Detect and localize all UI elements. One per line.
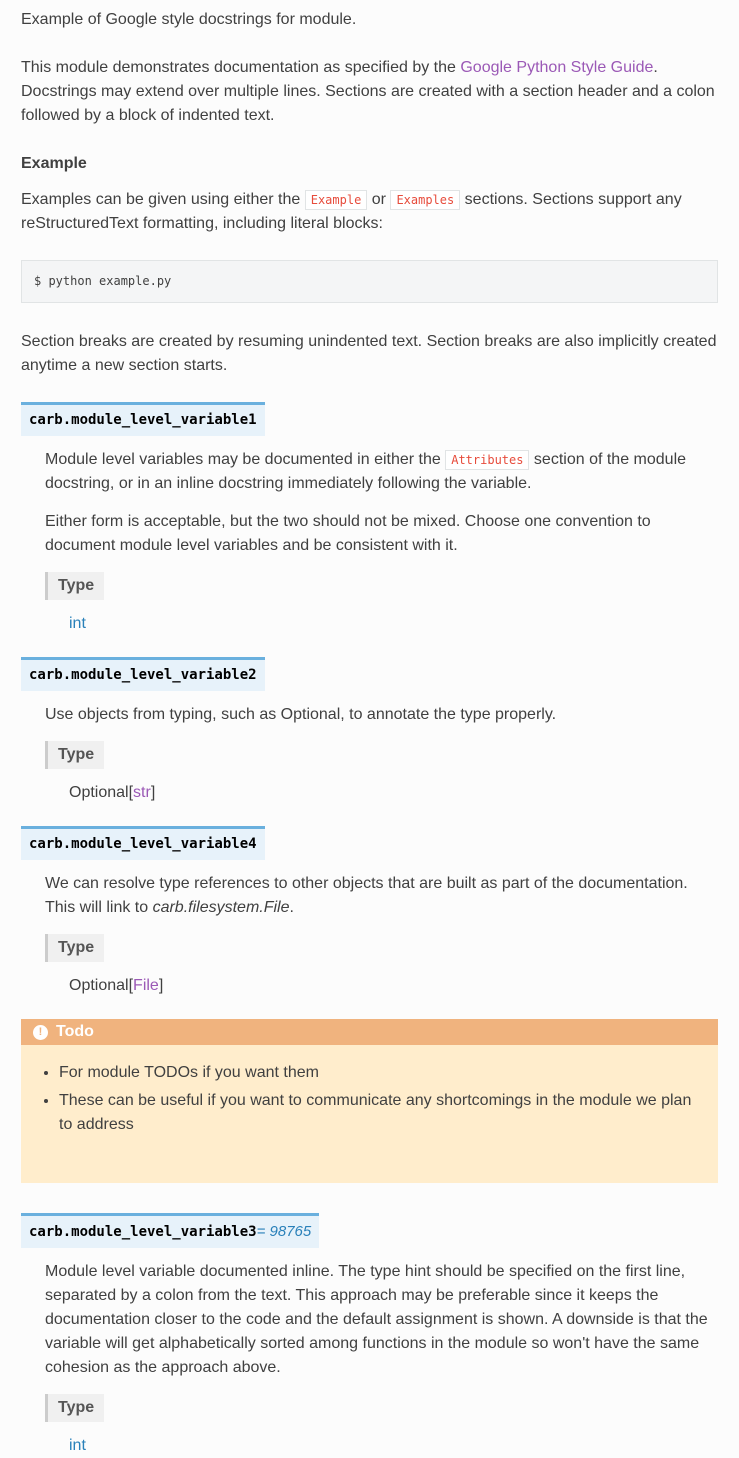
google-style-guide-link[interactable]: Google Python Style Guide <box>460 59 654 76</box>
variable4-type-post: ] <box>158 977 164 994</box>
variable3-type-field <box>45 1394 718 1458</box>
variable2-str-link[interactable]: str <box>133 784 151 801</box>
variable4-type-pre: Optional[ <box>69 977 134 994</box>
variable1-paragraph1 <box>45 448 718 496</box>
module-desc-text-post: . Docstrings may extend over multiple lines. Sections are created with a section header and a colon followed by a block of indented text. <box>21 59 715 124</box>
variable2-type-field <box>45 741 718 805</box>
examples-text-pre: Examples can be given using either the <box>21 191 305 208</box>
inline-code-attributes: Attributes <box>445 450 529 470</box>
variable1-p1-post: section of the module docstring, or in an inline docstring immediately following the variable. <box>45 451 687 492</box>
todo-title-label: Todo <box>56 1023 94 1040</box>
variable3-signature-name: carb.module_level_variable3 <box>29 1224 257 1240</box>
todo-admonition-body <box>21 1045 718 1183</box>
variable4-type-field <box>45 934 718 998</box>
variable4-file-link[interactable]: File <box>133 977 159 994</box>
variable2-type-post: ] <box>150 784 156 801</box>
section-breaks-paragraph: Section breaks are created by resuming unindented text. Section breaks are also implicitly created anytime a new section starts. <box>21 333 717 374</box>
variable2-type-label: Type <box>45 741 104 769</box>
variable2-type-value <box>69 781 718 805</box>
inline-code-examples: Examples <box>390 190 460 210</box>
variable4-filesystem-file-ref: carb.filesystem.File <box>152 899 290 916</box>
todo-admonition-title <box>21 1019 718 1045</box>
todo-list-item: • These can be useful if you want to communicate any shortcomings in the module we plan to address <box>59 1089 706 1137</box>
variable1-int-link[interactable]: int <box>69 615 86 632</box>
variable3-paragraph1: Module level variable documented inline. The type hint should be specified on the first line, separated by a colon from the text. This approach may be preferable since it keeps the documentation closer to the code and the default assignment is shown. A downside is that the variable will get alphabetically sorted among functions in the module so won't have the same cohesion as the approach above. <box>45 1263 708 1376</box>
todo-list <box>33 1061 706 1137</box>
variable3-type-value <box>69 1434 718 1458</box>
signature-module-level-variable4: carb.module_level_variable4 <box>21 826 265 860</box>
todo-list-item: • For module TODOs if you want them <box>59 1061 706 1085</box>
examples-paragraph <box>21 188 718 236</box>
variable2-type-pre: Optional[ <box>69 784 134 801</box>
todo-admonition <box>21 1019 718 1183</box>
variable4-type-value <box>69 974 718 998</box>
attribute-module-level-variable3 <box>21 1213 718 1458</box>
intro-paragraph: Example of Google style docstrings for module. <box>21 11 357 28</box>
variable4-p1-post: . <box>289 899 294 916</box>
code-block: $ python example.py <box>21 260 718 303</box>
variable4-paragraph1 <box>45 872 718 920</box>
variable3-int-link[interactable]: int <box>69 1437 86 1454</box>
attribute-module-level-variable1 <box>21 402 718 636</box>
signature-module-level-variable3 <box>21 1213 319 1248</box>
variable1-type-value <box>69 612 718 636</box>
variable1-paragraph2: Either form is acceptable, but the two should not be mixed. Choose one convention to document module level variables and be consistent with it. <box>45 513 651 554</box>
variable4-type-label: Type <box>45 934 104 962</box>
module-desc-text-pre: This module demonstrates documentation as specified by the <box>21 59 461 76</box>
variable1-type-label: Type <box>45 572 104 600</box>
variable4-p1-pre: We can resolve type references to other objects that are built as part of the documentation. This will link to <box>45 875 688 916</box>
example-heading: Example <box>21 155 87 172</box>
variable1-type-field <box>45 572 718 636</box>
examples-text-mid: or <box>367 191 391 208</box>
variable3-type-label: Type <box>45 1394 104 1422</box>
attribute-module-level-variable2 <box>21 657 718 805</box>
inline-code-example: Example <box>305 190 368 210</box>
variable2-paragraph1: Use objects from typing, such as Optional, to annotate the type properly. <box>45 706 557 723</box>
module-description-paragraph <box>21 56 718 128</box>
exclamation-circle-icon: ! <box>33 1025 48 1040</box>
examples-text-post: sections. Sections support any reStructuredText formatting, including literal blocks: <box>21 191 682 232</box>
variable1-p1-pre: Module level variables may be documented in either the <box>45 451 446 468</box>
variable3-default-value: = 98765 <box>256 1223 312 1240</box>
signature-module-level-variable1: carb.module_level_variable1 <box>21 402 265 436</box>
signature-module-level-variable2: carb.module_level_variable2 <box>21 657 265 691</box>
attribute-module-level-variable4 <box>21 826 718 998</box>
